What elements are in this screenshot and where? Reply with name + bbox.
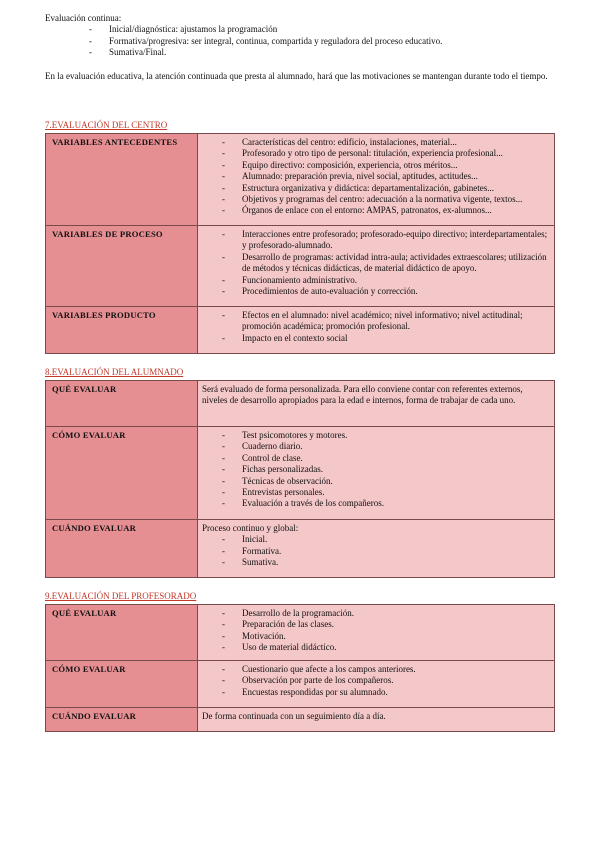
item-list (202, 430, 550, 510)
row-content (198, 134, 555, 226)
item-list (202, 137, 550, 217)
table-evaluacion-profesorado (45, 604, 555, 732)
row-label: QUÉ EVALUAR (46, 381, 198, 427)
list-item: - Fichas personalizadas. (202, 464, 550, 475)
list-item: - Sumativa/Final. (45, 47, 555, 58)
row-label: QUÉ EVALUAR (46, 605, 198, 661)
row-content (198, 307, 555, 354)
table-row (46, 226, 555, 307)
table-row (46, 605, 555, 661)
row-content (198, 661, 555, 708)
list-item: - Órganos de enlace con el entorno: AMPAS, patronatos, ex-alumnos... (202, 205, 550, 216)
row-text: Proceso continuo y global: (202, 523, 299, 533)
row-label: CÓMO EVALUAR (46, 427, 198, 520)
list-item: - Estructura organizativa y didáctica: departamentalización, gabinetes... (202, 183, 550, 194)
row-content (198, 520, 555, 578)
list-item: - Efectos en el alumnado: nivel académico; nivel informativo; nivel actitudinal; promoción académica; promoción profesional. (202, 310, 550, 333)
row-content (198, 381, 555, 427)
item-list (202, 664, 550, 698)
list-item: - Técnicas de observación. (202, 476, 550, 487)
section-title-evaluacion-centro: 7.EVALUACIÓN DEL CENTRO (45, 120, 168, 130)
list-item: - Funcionamiento administrativo. (202, 275, 550, 286)
list-item: - Inicial/diagnóstica: ajustamos la programación (45, 24, 555, 35)
row-content (198, 605, 555, 661)
item-list (202, 229, 550, 297)
row-text: De forma continuada con un seguimiento día a día. (202, 711, 386, 721)
table-row (46, 134, 555, 226)
intro-heading: Evaluación continua: (45, 13, 122, 23)
list-item: - Sumativa. (202, 557, 550, 568)
section-title-evaluacion-profesorado: 9.EVALUACIÓN DEL PROFESORADO (45, 591, 197, 601)
list-item: - Preparación de las clases. (202, 619, 550, 630)
row-content (198, 427, 555, 520)
row-label: VARIABLES DE PROCESO (46, 226, 198, 307)
list-item: - Interacciones entre profesorado; profesorado-equipo directivo; interdepartamentales; y profesorado-alumnado. (202, 229, 550, 252)
list-item: - Motivación. (202, 631, 550, 642)
list-item: - Impacto en el contexto social (202, 333, 550, 344)
list-item: - Cuaderno diario. (202, 441, 550, 452)
table-row (46, 661, 555, 708)
list-item: - Profesorado y otro tipo de personal: titulación, experiencia profesional... (202, 148, 550, 159)
intro-paragraph: En la evaluación educativa, la atención continuada que presta al alumnado, hará que las motivaciones se mantengan durante todo el tiempo. (45, 70, 548, 81)
list-item: - Procedimientos de auto-evaluación y corrección. (202, 286, 550, 297)
list-item: - Evaluación a través de los compañeros. (202, 498, 550, 509)
table-row (46, 520, 555, 578)
list-item: - Test psicomotores y motores. (202, 430, 550, 441)
row-text: Será evaluado de forma personalizada. Para ello conviene contar con referentes externos, niveles de desarrollo apropiados para la edad e internos, forma de trabajar de cada uno. (202, 384, 523, 406)
row-label: CÓMO EVALUAR (46, 661, 198, 708)
list-item: - Cuestionario que afecte a los campos anteriores. (202, 664, 550, 675)
item-list (202, 608, 550, 654)
table-row (46, 708, 555, 732)
list-item: - Formativa/progresiva: ser integral, continua, compartida y reguladora del proceso educativo. (45, 36, 555, 47)
table-evaluacion-alumnado (45, 380, 555, 578)
item-list (202, 310, 550, 344)
section-title-evaluacion-alumnado: 8.EVALUACIÓN DEL ALUMNADO (45, 367, 184, 377)
list-item: - Objetivos y programas del centro: adecuación a la normativa vigente, textos... (202, 194, 550, 205)
table-row (46, 427, 555, 520)
list-item: - Control de clase. (202, 453, 550, 464)
table-evaluacion-centro (45, 133, 555, 354)
row-content (198, 708, 555, 732)
list-item: - Formativa. (202, 546, 550, 557)
table-row (46, 381, 555, 427)
list-item: - Observación por parte de los compañeros. (202, 675, 550, 686)
evaluation-types-list (45, 24, 555, 58)
row-label: CUÁNDO EVALUAR (46, 708, 198, 732)
table-row (46, 307, 555, 354)
list-item: - Desarrollo de programas: actividad intra-aula; actividades extraescolares; utilización de métodos y técnicas didácticas, de material didáctico de apoyo. (202, 252, 550, 275)
row-label: CUÁNDO EVALUAR (46, 520, 198, 578)
row-content (198, 226, 555, 307)
list-item: - Inicial. (202, 534, 550, 545)
list-item: - Encuestas respondidas por su alumnado. (202, 687, 550, 698)
list-item: - Uso de material didáctico. (202, 642, 550, 653)
item-list (202, 534, 550, 568)
row-label: VARIABLES PRODUCTO (46, 307, 198, 354)
intro-block (45, 13, 555, 82)
list-item: - Desarrollo de la programación. (202, 608, 550, 619)
row-label: VARIABLES ANTECEDENTES (46, 134, 198, 226)
list-item: - Entrevistas personales. (202, 487, 550, 498)
list-item: - Características del centro: edificio, instalaciones, material... (202, 137, 550, 148)
list-item: - Equipo directivo: composición, experiencia, otros méritos... (202, 160, 550, 171)
list-item: - Alumnado: preparación previa, nivel social, aptitudes, actitudes... (202, 171, 550, 182)
